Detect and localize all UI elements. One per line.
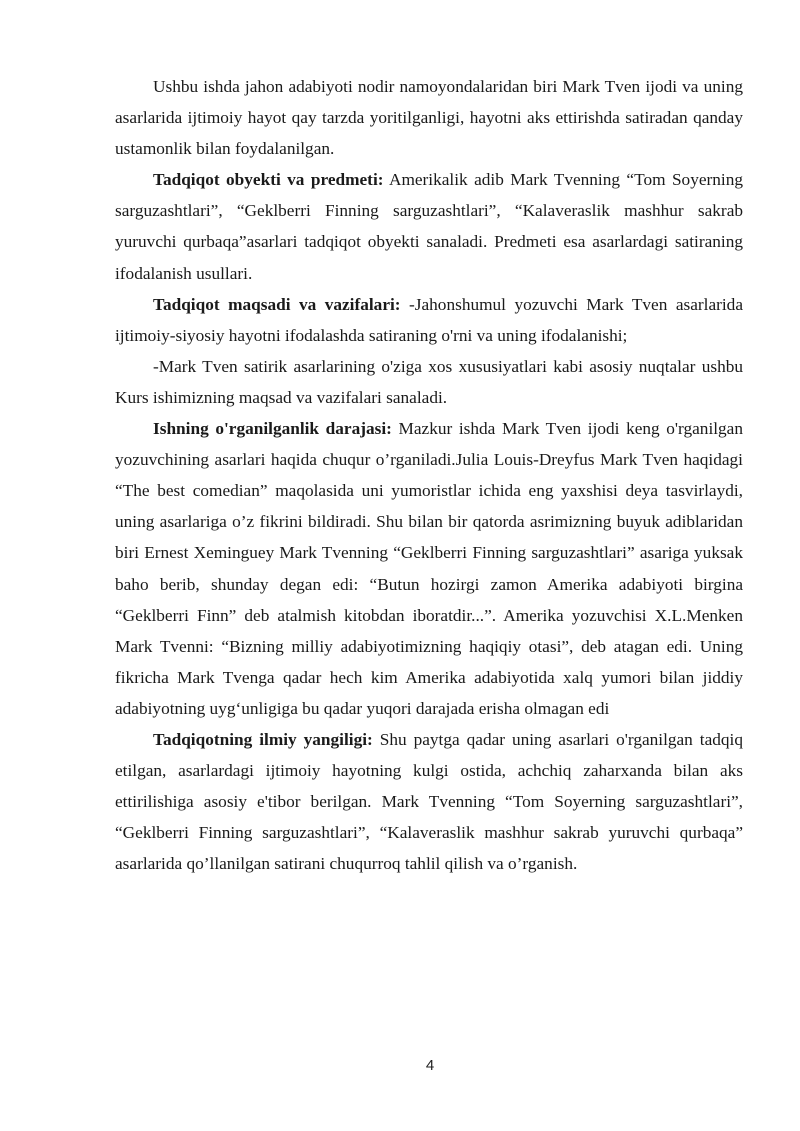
paragraph-research-object [115,164,743,288]
paragraph-heading: Tadqiqotning ilmiy yangiligi: [153,729,373,749]
paragraph-text: Mazkur ishda Mark Tven ijodi keng o'rganilgan yozuvchining asarlari haqida chuqur o’rganiladi.Julia Louis-Dreyfus Mark Tven haqidagi “The best comedian” maqolasida uni yumoristlar ichida eng yaxshisi deya tasvirlaydi, uning asarlariga o’z fikrini bildiradi. Shu bilan bir qatorda asrimizning buyuk adiblaridan biri Ernest Xeminguey Mark Tvenning “Geklberri Finning sarguzashtlari” asariga yuksak baho berib, shunday degan edi: “Butun hozirgi zamon Amerika adabiyoti birgina “Geklberri Finn” deb atalmish kitobdan iboratdir...”. Amerika yozuvchisi X.L.Menken Mark Tvenni: “Bizning milliy adabiyotimizning haqiqiy otasi”, deb atagan edi. Uning fikricha Mark Tvenga qadar hech kim Amerika adabiyotida xalq yumori bilan jiddiy adabiyotning uyg‘unligiga bu qadar yuqori darajada erisha olmagan edi [115,419,743,718]
paragraph-text: Shu paytga qadar uning asarlari o'rganilgan tadqiq etilgan, asarlardagi ijtimoiy hayotning kulgi ostida, achchiq zaharxanda bilan aks ettirilishiga asosiy e'tibor berilgan. Mark Tvenning “Tom Soyerning sarguzashtlari”, “Geklberri Finning sarguzashtlari”, “Kalaveraslik mashhur sakrab yuruvchi qurbaqa” asarlarida qo’llanilgan satirani chuqurroq tahlil qilish va o’rganish. [115,729,743,874]
paragraph-heading: Tadqiqot obyekti va predmeti: [153,170,384,190]
paragraph-study-level [115,413,743,724]
page-number: 4 [425,1057,435,1074]
page-body [115,71,743,879]
paragraph-text: -Jahonshumul yozuvchi Mark Tven asarlarida ijtimoiy-siyosiy hayotni ifodalashda satiraning o'rni va uning ifodalanishi; [115,294,743,345]
paragraph-scientific-novelty [115,724,743,879]
paragraph-goals-continued [115,351,743,413]
paragraph-intro [115,71,743,164]
paragraph-text: Amerikalik adib Mark Tvenning “Tom Soyerning sarguzashtlari”, “Geklberri Finning sarguzashtlari”, “Kalaveraslik mashhur sakrab yuruvchi qurbaqa”asarlari tadqiqot obyekti sanaladi. Predmeti esa asarlardagi satiraning ifodalanish usullari. [115,170,743,283]
paragraph-heading: Tadqiqot maqsadi va vazifalari: [153,294,401,314]
paragraph-heading: Ishning o'rganilganlik darajasi: [153,419,392,439]
paragraph-text: -Mark Tven satirik asarlarining o'ziga xos xususiyatlari kabi asosiy nuqtalar ushbu Kurs ishimizning maqsad va vazifalari sanaladi. [115,356,743,407]
paragraph-text: Ushbu ishda jahon adabiyoti nodir namoyondalaridan biri Mark Tven ijodi va uning asarlarida ijtimoiy hayot qay tarzda yoritilganligi, hayotni aks ettirishda satiradan qanday ustamonlik bilan foydalanilgan. [115,77,743,159]
paragraph-research-goals [115,289,743,351]
